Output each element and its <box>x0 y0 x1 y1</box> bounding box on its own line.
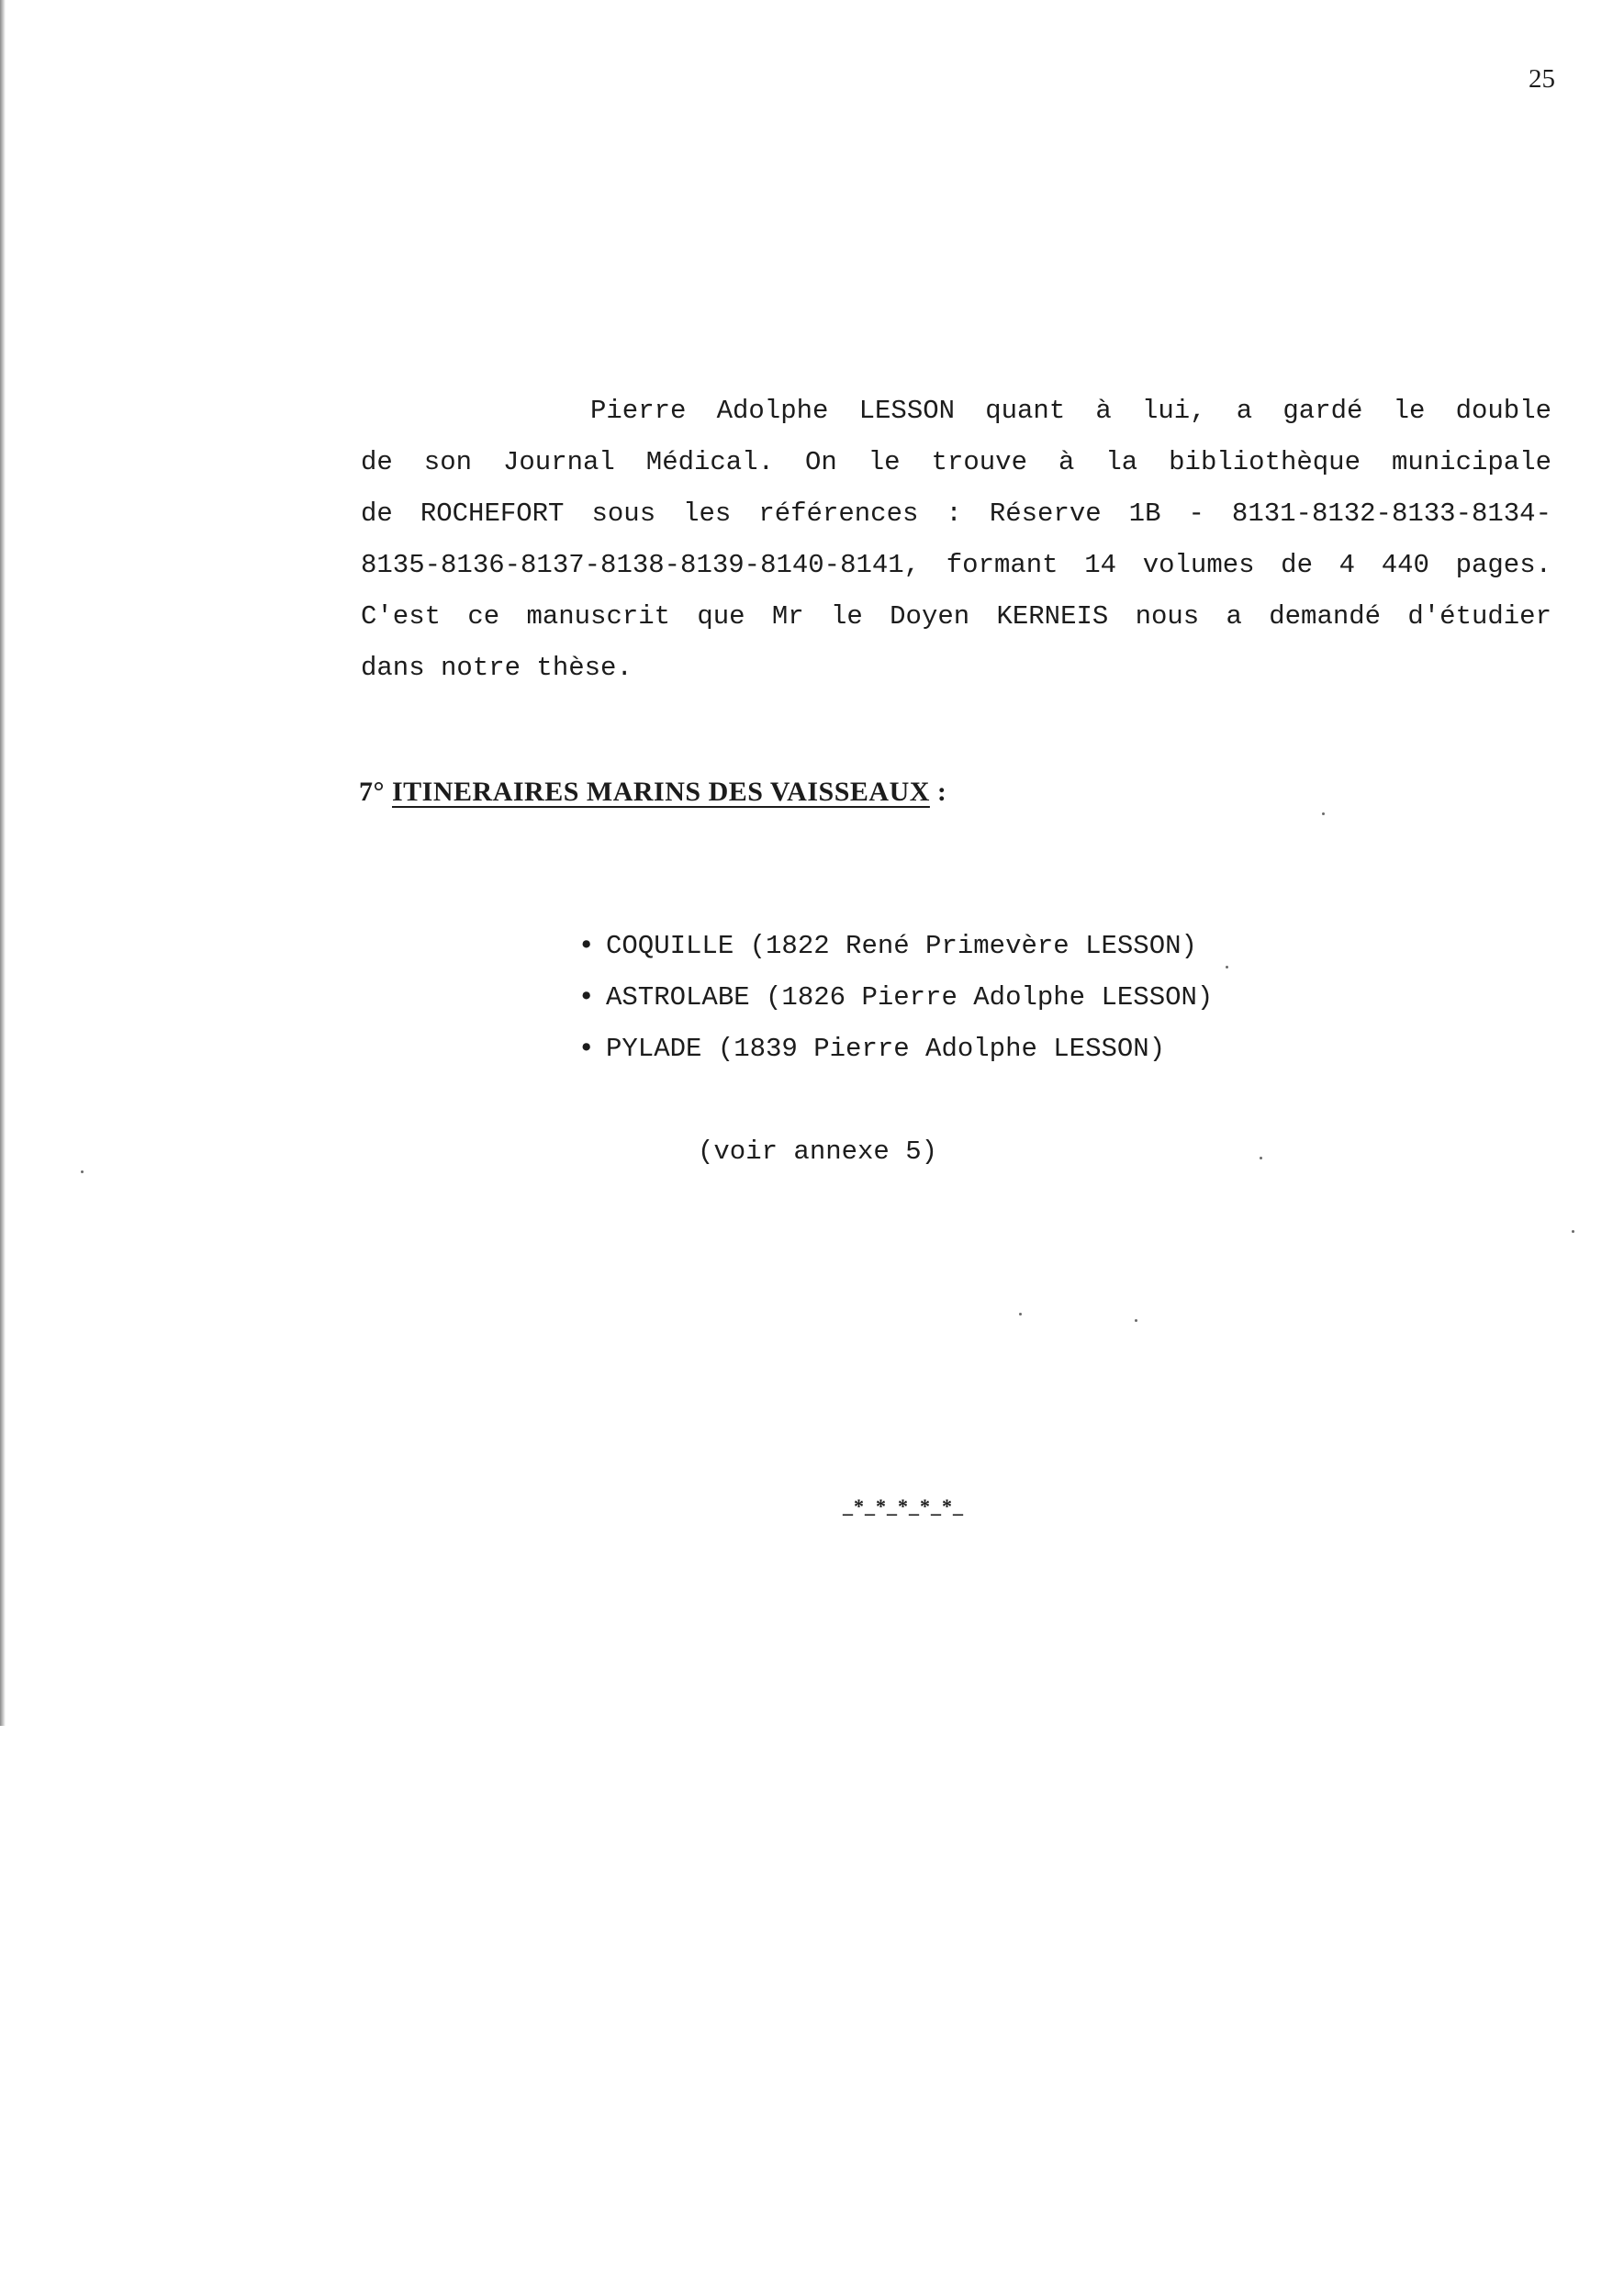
section-separator: _*_*_*_*_*_ <box>843 1495 964 1517</box>
ship-list <box>578 921 1213 1075</box>
body-paragraph <box>361 386 1551 694</box>
bullet-icon: • <box>578 931 595 961</box>
list-item <box>578 1024 1213 1075</box>
annex-reference: (voir annexe 5) <box>698 1136 938 1167</box>
list-item <box>578 972 1213 1024</box>
section-heading <box>359 777 946 808</box>
bullet-icon: • <box>578 982 595 1013</box>
list-item-text: ASTROLABE (1826 Pierre Adolphe LESSON) <box>606 982 1214 1013</box>
list-item <box>578 921 1213 972</box>
scan-speck <box>1019 1313 1022 1315</box>
paragraph-line: de ROCHEFORT sous les références : Réserve 1B - 8131-8132-8133-8134- <box>361 498 1551 529</box>
scan-speck <box>1226 966 1228 968</box>
section-colon: : <box>936 777 947 807</box>
scan-left-edge <box>0 0 6 1726</box>
section-title: ITINERAIRES MARINS DES VAISSEAUX <box>392 777 930 807</box>
scan-speck <box>81 1170 84 1173</box>
paragraph-line: Pierre Adolphe LESSON quant à lui, a gardé le double <box>590 396 1551 426</box>
paragraph-line: C'est ce manuscrit que Mr le Doyen KERNEIS nous a demandé d'étudier <box>361 601 1551 632</box>
scan-speck <box>1135 1319 1137 1322</box>
page-number: 25 <box>1529 64 1555 94</box>
scan-speck <box>1260 1157 1262 1159</box>
list-item-text: PYLADE (1839 Pierre Adolphe LESSON) <box>606 1034 1166 1064</box>
paragraph-line: 8135-8136-8137-8138-8139-8140-8141, formant 14 volumes de 4 440 pages. <box>361 550 1551 580</box>
scan-speck <box>1322 812 1325 815</box>
bullet-icon: • <box>578 1034 595 1064</box>
paragraph-line: de son Journal Médical. On le trouve à la bibliothèque municipale <box>361 447 1551 477</box>
paragraph-line: dans notre thèse. <box>361 653 633 683</box>
scan-speck <box>1572 1230 1574 1233</box>
section-number: 7° <box>359 777 385 807</box>
list-item-text: COQUILLE (1822 René Primevère LESSON) <box>606 931 1197 961</box>
